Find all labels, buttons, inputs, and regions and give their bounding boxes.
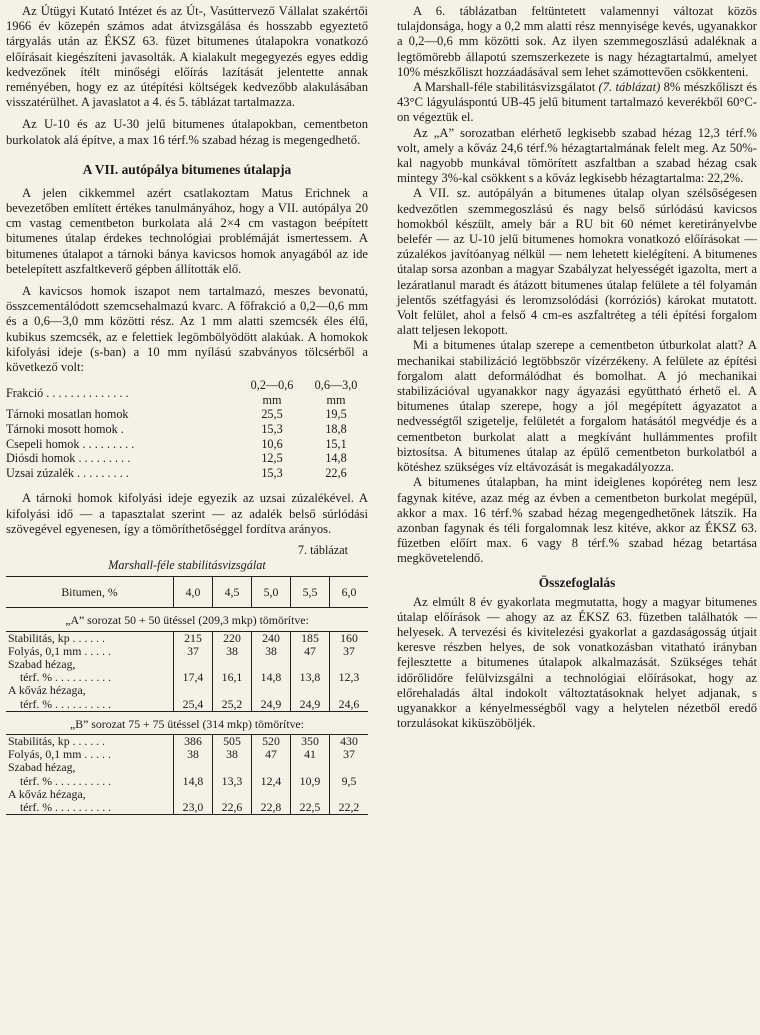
paragraph-table6-property: A 6. táblázatban feltüntetett valamennyi változat közös tulajdonsága, hogy a 0,2 mm alatti rész mennyisége kevés, ugyanakkor a 0,2—0,6 mm közötti sok. Az ilyen szemmegoszlású adaléknak a legtömörebb állapotú szemszerkezete is nagy hézagtartalmú, amelyet 10% mészkőliszt hozzáadásával sem lehet számottevően csökkenteni.: [397, 4, 757, 79]
table-header-cell: 0,6—3,0 mm: [314, 378, 358, 407]
table-cell: 215: [174, 631, 213, 645]
row-label: Szabad hézag,: [8, 760, 76, 775]
table-cell: Folyás, 0,1 mm . . . . .: [8, 643, 111, 658]
table-cell: 37: [330, 748, 369, 761]
row-label: Szabad hézag,: [8, 657, 76, 672]
table-row: [6, 422, 368, 437]
table-row: [6, 466, 368, 481]
table-row: [6, 658, 368, 684]
table-header-cell: Bitumen, %: [6, 577, 174, 608]
table-cell: 13,8: [291, 658, 330, 684]
row-label: A kőváz hézaga,: [8, 786, 86, 801]
table-7-number: 7. táblázat: [297, 543, 348, 558]
table-cell: Diósdi homok . . . . . . . . .: [6, 451, 131, 466]
table-header-cell: Frakció . . . . . . . . . . . . . .: [6, 385, 129, 400]
text-run: A Marshall-féle stabilitásvizsgálatot: [413, 80, 599, 95]
table-header-cell: 4,0: [174, 577, 213, 608]
table-cell: 185: [291, 631, 330, 645]
paragraph-temporary-wearing-course: A bitumenes útalapban, ha mint ideiglenes kopóréteg nem lesz fagynak kitéve, azaz még az évben a cementbeton burkolat megépül, akkor a max. 16 térf.% szabad hézag megengedhetőnek látszik. Ha azonban fagynak és téli forgalomnak lesz kitéve, akkor az ÉKSZ 63. füzetben előírt max. 6 vagy 8 térf.% szabad hézag betartása megkövetelendő.: [397, 475, 757, 566]
table-row: [6, 631, 368, 645]
table-cell: 25,2: [213, 684, 252, 711]
table-cell: Stabilitás, kp . . . . . .: [8, 630, 105, 645]
table-row: [6, 378, 368, 407]
table-cell: 22,6: [213, 788, 252, 815]
table-cell: [6, 761, 174, 787]
paragraph-article-purpose: A jelen cikkemmel azért csatlakoztam Matus Erichnek a bevezetőben említett értékes tanulmányához, hogy a VII. autópálya 20 cm vastag cementbeton burkolata alá 2×4 cm vastagon beépített bitumenes útalap érdekes technológiai problémáját ismertessem. A bitumenes útalapot a tárnoki bánya kavicsos homok anyagából az ide betelepített aszfaltkeverő gépben állították elő.: [6, 185, 368, 276]
table-cell: Stabilitás, kp . . . . . .: [8, 734, 105, 749]
table-cell: 15,1: [325, 436, 347, 451]
table-cell: 505: [213, 735, 252, 749]
table-cell: 13,3: [213, 761, 252, 787]
row-label-unit: térf. % . . . . . . . . . .: [20, 696, 112, 711]
paragraph-intro: Az Útügyi Kutató Intézet és az Út-, Vasúttervező Vállalat szakértői 1966 év közepén számos adat átvizsgálása és hosszabb egyeztető tárgyalás után az ÉKSZ 63. füzet bitumenes útalapokra vonatkozó előírásait kiegészíteni javasolták. A kialakult megegyezés egyes eddig kedvezőnek ítélt minőségi előírás lazítását jelentette annak reményében, hogy ez az útépítési költségek kedvezőbb alakulásában visszatérülhet. A javaslatot a 4. és 5. táblázat tartalmazza.: [6, 4, 368, 110]
table-cell: Tárnoki mosatlan homok: [6, 407, 129, 422]
table-header-cell: 6,0: [330, 577, 369, 608]
row-label: A kőváz hézaga,: [8, 683, 86, 698]
table-cell: Uzsai zúzalék . . . . . . . . .: [6, 465, 129, 480]
table-header-cell: 0,2—0,6 mm: [250, 378, 294, 407]
table-cell: 38: [213, 645, 252, 658]
table-header-cell: 4,5: [213, 577, 252, 608]
table-cell: 37: [174, 645, 213, 658]
table-cell: 24,6: [330, 684, 369, 711]
table-cell: 38: [213, 748, 252, 761]
table-cell: 14,8: [325, 451, 347, 466]
table-cell: 47: [291, 645, 330, 658]
row-label-unit: térf. % . . . . . . . . . .: [20, 670, 112, 685]
table-row: [6, 577, 368, 608]
table-cell: 240: [252, 631, 291, 645]
table-cell: 24,9: [252, 684, 291, 711]
table-cell: 10,9: [291, 761, 330, 787]
row-label-unit: térf. % . . . . . . . . . .: [20, 800, 112, 815]
table-cell: 12,4: [252, 761, 291, 787]
table-cell: 22,6: [325, 465, 347, 480]
series-b-caption: „B” sorozat 75 + 75 ütéssel (314 mkp) tömörítve:: [6, 711, 368, 734]
table-cell: 25,5: [261, 407, 283, 422]
table-cell: 16,1: [213, 658, 252, 684]
paragraph-summary: Az elmúlt 8 év gyakorlata megmutatta, hogy a magyar bitumenes útalap előírások — ahogy az az ÉKSZ 63. füzetben találhatók — helyesek. A tervezési és kivitelezési gyakorlat a gazdaságosság útjait keresve részben helyes, de sok vonatkozásban vitatható irányban fejlesztette a bitumenes útalapok alkalmazását. Szükséges tehát időrőlidőre felülvizsgálni a technológiai előírásokat, hogy az előrehaladás által indokolt változtatásoknak helyet adjanak, s ugyanakkor a kényelmességből vagy a helytelen nézetből eredő torzulásokat kiküszöböljék.: [397, 594, 757, 731]
table-cell: 15,3: [261, 465, 283, 480]
table-cell: Csepeli homok . . . . . . . . .: [6, 436, 135, 451]
paragraph-u10-u30: Az U-10 és az U-30 jelű bitumenes útalapokban, cementbeton burkolatok alá építve, a max 16 térf.% szabad hézag is megengedhető.: [6, 117, 368, 147]
table-cell: 22,5: [291, 788, 330, 815]
table-cell: 220: [213, 631, 252, 645]
section-heading-summary: Összefoglalás: [538, 574, 616, 590]
paragraph-role-of-base: Mi a bitumenes útalap szerepe a cementbeton útburkolat alatt? A mechanikai stabilizáció legtöbbször vízérzékeny. A felülete az építési forgalom alatt deformálódhat és bomolhat. A jó mechanikai stabilizációval ugyanakkor nagy ágyazási együttható érhető el. A bitumenes útalap szerepe, hogy a jól megépített ágyazatot a nedvességtől szigetelje, felületét a forgalom hatásától megvédje és a cementbeton burkolat alatt a megkívánt hullámmentes profilt biztosítsa. A bitumenes útalap az épülő cementbeton burkolatból a kötéshez szükséges víz eltávozását is megakadályozza.: [397, 338, 757, 475]
table-row: [6, 711, 368, 734]
table-6-flow-times: [6, 378, 368, 480]
table-cell: 160: [330, 631, 369, 645]
table-header-cell: 5,5: [291, 577, 330, 608]
table-row: [6, 761, 368, 787]
paragraph-series-a: Az „A” sorozatban elérhető legkisebb szabad hézag 12,3 térf.% volt, amely a kőváz 24,6 térf.% hézagtartalmának felelt meg. Az 50%-kal nagyobb munkával tömörített aszfaltban a szabad hézag csak mintegy 3%-kal csökkent s a kőváz legkisebb hézagtartalma: 22,2%.: [397, 125, 757, 186]
table-cell: 18,8: [325, 422, 347, 437]
table-cell: 350: [291, 735, 330, 749]
series-a-caption: „A” sorozat 50 + 50 ütéssel (209,3 mkp) tömörítve:: [6, 608, 368, 631]
table-cell: 9,5: [330, 761, 369, 787]
table-cell: 520: [252, 735, 291, 749]
table-cell: 41: [291, 748, 330, 761]
table-cell: 37: [330, 645, 369, 658]
left-column: [6, 4, 368, 815]
table-reference: (7. táblázat): [598, 80, 661, 95]
table-cell: 38: [174, 748, 213, 761]
table-cell: 17,4: [174, 658, 213, 684]
table-cell: [6, 658, 174, 684]
table-cell: 24,9: [291, 684, 330, 711]
table-row: [6, 788, 368, 815]
table-row: [6, 407, 368, 422]
table-row: [6, 684, 368, 711]
paragraph-vii-motorway-base: A VII. sz. autópályán a bitumenes útalap olyan szélsőségesen kedvezőtlen szemmegoszlású és nagy belső súrlódású kavicsos homokból készült, amely bár a RU bit 60 német keretirányelvbe belefér — az U-10 jelű bitumenes homokra vonatkozó előírásokat — zúzalékos javítóanyag nélkül — nem lehetett kielégíteni. A bitumenes útalap sorsa azonban a magyar Szabályzat helyességét igazolta, mert a lezáratlanul maradt és átázott bitumenes útalap felülete a tél folyamán jelentős szétfagyási és leromzsolódási (korróziós) károkat mutatott. Volt felület, ahol a felső 4 cm-es aszfaltréteg a téli építési forgalom alatt teljesen lekopott.: [397, 186, 757, 338]
paragraph-gravel-sand: A kavicsos homok iszapot nem tartalmazó, meszes bevonatú, összcementálódott szemcsehalmazú kvarc. A főfrakció a 0,2—0,6 mm és a 0,6—3,0 mm közötti rész. Az 1 mm alatti szemcsék éles élű, kubikus szemcsék, az e felettiek legömbölyödött alakúak. A homokok kifolyási ideje (s-ban) a 10 mm nyílású szabványos tölcsérből a következő volt:: [6, 284, 368, 375]
table-row: [6, 437, 368, 452]
table-7-marshall: [6, 576, 368, 815]
table-cell: 38: [252, 645, 291, 658]
table-cell: [6, 684, 174, 711]
table-cell: 15,3: [261, 422, 283, 437]
table-cell: Tárnoki mosott homok .: [6, 422, 124, 437]
row-label-unit: térf. % . . . . . . . . . .: [20, 773, 112, 788]
table-row: [6, 451, 368, 466]
table-cell: [6, 788, 174, 815]
table-cell: 22,8: [252, 788, 291, 815]
table-cell: 12,3: [330, 658, 369, 684]
table-row: [6, 735, 368, 749]
table-cell: 25,4: [174, 684, 213, 711]
table-cell: 12,5: [261, 451, 283, 466]
table-cell: 23,0: [174, 788, 213, 815]
right-column: [397, 4, 757, 731]
table-cell: Folyás, 0,1 mm . . . . .: [8, 747, 111, 762]
paragraph-marshall-test: [397, 80, 757, 126]
table-cell: 47: [252, 748, 291, 761]
table-cell: 22,2: [330, 788, 369, 815]
table-cell: 386: [174, 735, 213, 749]
table-cell: 430: [330, 735, 369, 749]
table-header-cell: 5,0: [252, 577, 291, 608]
table-cell: 19,5: [325, 407, 347, 422]
table-row: [6, 608, 368, 631]
section-heading-vii-motorway: A VII. autópálya bitumenes útalapja: [82, 161, 292, 177]
paragraph-flow-time: A tárnoki homok kifolyási ideje egyezik az uzsai zúzalékével. A kifolyási idő — a tapasztalat szerint — az adalék belső súrlódási szövegével egyenesen, így a tömöríthetőséggel fordítva arányos.: [6, 491, 368, 536]
table-cell: 14,8: [252, 658, 291, 684]
table-7-title: Marshall-féle stabilitásvizsgálat: [108, 558, 266, 573]
table-cell: 10,6: [261, 436, 283, 451]
text-run: 8% mészkőliszt és 43°C lágyuláspontú UB-45 jelű bitument tartalmazó keverékből 60°C-on végeztük el.: [397, 80, 757, 125]
table-cell: 14,8: [174, 761, 213, 787]
